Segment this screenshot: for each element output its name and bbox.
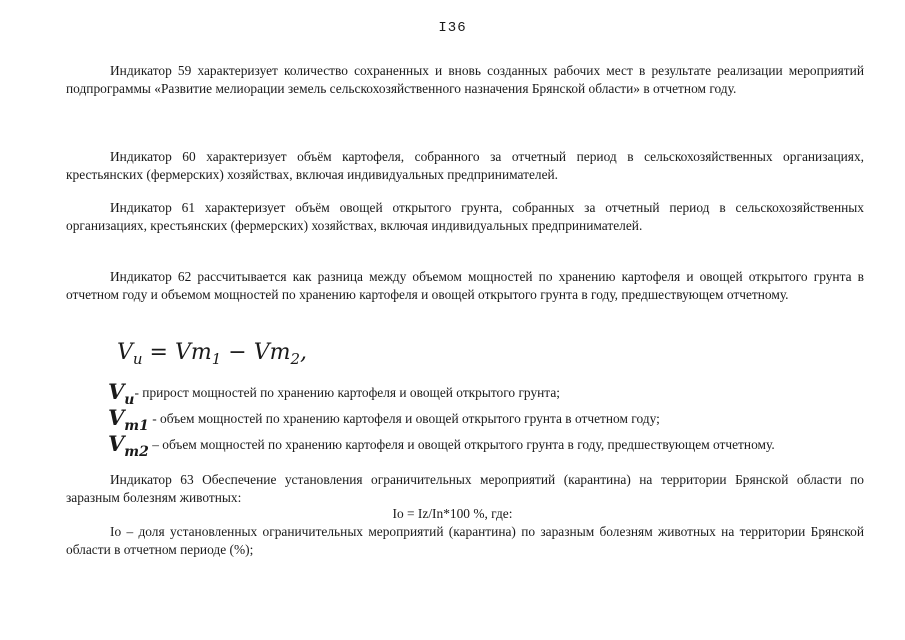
formula-lhs: $V_u$ [117, 340, 143, 368]
symbol-vu: $V_u$ [108, 379, 135, 408]
paragraph-io-definition: Io – доля установленных ограничительных мероприятий (карантина) по заразным болезням животных на территории Брянской области в отчетном периоде (%); [66, 524, 864, 557]
formula-term-1: $Vm_1$ [174, 340, 222, 368]
formula-term-2: $Vm_2$ [253, 340, 300, 368]
definition-vu: $V_u-$ прирост мощностей по хранению картофеля и овощей открытого грунта; [108, 379, 560, 408]
definition-vm2: $V_{m2}$ – объем мощностей по хранению картофеля и овощей открытого грунта в году, предшествующем отчетному. [108, 431, 775, 460]
formula-vu: $V_u = Vm_1 - Vm_2$, [117, 340, 307, 368]
paragraph-indicator-61: Индикатор 61 характеризует объём овощей открытого грунта, собранных за отчетный период в сельскохозяйственных организациях, крестьянских (фермерских) хозяйствах, включая индивидуальных предпринимателей. [66, 200, 864, 233]
formula-io: Io = Iz/In*100 %, где: [392, 506, 513, 521]
paragraph-indicator-60: Индикатор 60 характеризует объём картофеля, собранного за отчетный период в сельскохозяйственных организациях, крестьянских (фермерских) хозяйствах, включая индивидуальных предпринимателей. [66, 149, 864, 182]
symbol-vm2: $V_{m2}$ [108, 431, 149, 460]
paragraph-indicator-59: Индикатор 59 характеризует количество сохраненных и вновь созданных рабочих мест в результате реализации мероприятий подпрограммы «Развитие мелиорации земель сельскохозяйственного назначения Брянской области» в отчетном году. [66, 63, 864, 96]
symbol-vm1: $V_{m1}$ [108, 405, 149, 434]
formula-equals: = [142, 340, 175, 365]
page-number: I36 [438, 20, 467, 36]
formula-minus: − [221, 340, 254, 365]
paragraph-indicator-63: Индикатор 63 Обеспечение установления ограничительных мероприятий (карантина) на территории Брянской области по заразным болезням животных: [66, 472, 864, 505]
definition-vm1: $V_{m1}$ - объем мощностей по хранению картофеля и овощей открытого грунта в отчетном году; [108, 405, 660, 434]
paragraph-indicator-62: Индикатор 62 рассчитывается как разница между объемом мощностей по хранению картофеля и овощей открытого грунта в отчетном году и объемом мощностей по хранению картофеля и овощей открытого грунта в году, предшествующем отчетному. [66, 269, 864, 302]
